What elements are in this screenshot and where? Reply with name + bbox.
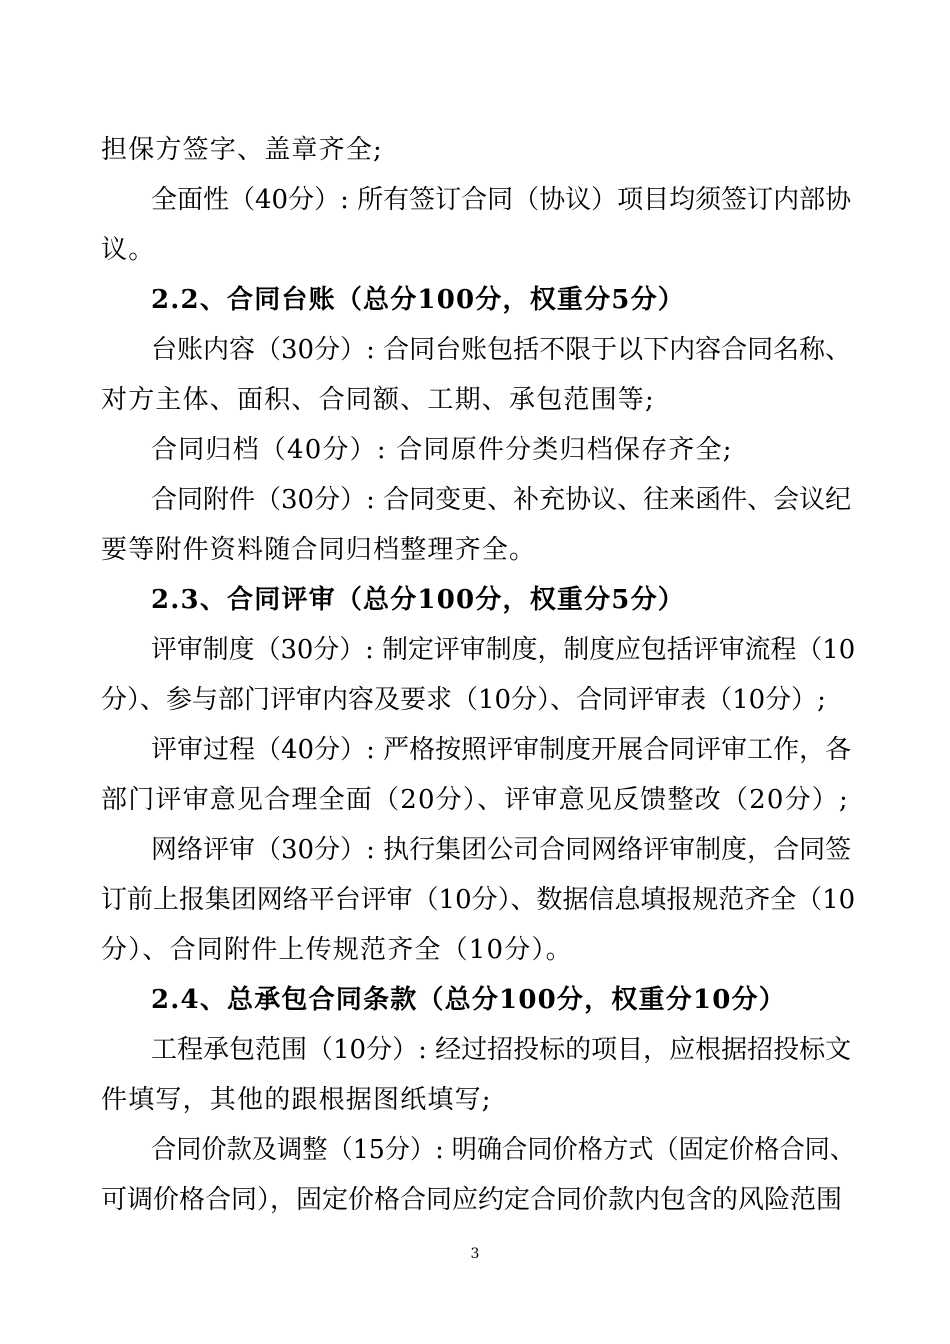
page-number: 3 xyxy=(470,1246,480,1262)
text-line-7: 合同归档（40分）: 合同原件分类归档保存齐全; xyxy=(151,435,733,465)
text-line-3: 议。 xyxy=(101,235,156,265)
section-heading-2-2: 2.2、合同台账（总分100分，权重分5分） xyxy=(151,285,685,315)
text-line-1: 担保方签字、盖章齐全; xyxy=(101,135,383,165)
text-line-12: 分）、参与部门评审内容及要求（10分）、合同评审表（10分）; xyxy=(101,685,826,715)
text-line-21: 合同价款及调整（15分）: 明确合同价格方式（固定价格合同、 xyxy=(151,1135,856,1165)
text-line-9: 要等附件资料随合同归档整理齐全。 xyxy=(101,535,537,565)
text-line-11: 评审制度（30分）: 制定评审制度，制度应包括评审流程（10 xyxy=(151,635,856,665)
text-line-13: 评审过程（40分）: 严格按照评审制度开展合同评审工作，各 xyxy=(151,735,852,765)
text-line-20: 件填写，其他的跟根据图纸填写; xyxy=(101,1085,492,1115)
text-line-17: 分）、合同附件上传规范齐全（10分）。 xyxy=(101,935,573,965)
text-line-6: 对方主体、面积、合同额、工期、承包范围等; xyxy=(101,385,655,415)
section-heading-2-4: 2.4、总承包合同条款（总分100分，权重分10分） xyxy=(151,985,786,1015)
text-line-22: 可调价格合同），固定价格合同应约定合同价款内包含的风险范围 xyxy=(101,1185,843,1215)
text-line-16: 订前上报集团网络平台评审（10分）、数据信息填报规范齐全（10 xyxy=(101,885,856,915)
text-line-5: 台账内容（30分）: 合同台账包括不限于以下内容合同名称、 xyxy=(151,335,852,365)
text-line-8: 合同附件（30分）: 合同变更、补充协议、往来函件、会议纪 xyxy=(151,485,852,515)
text-line-19: 工程承包范围（10分）: 经过招投标的项目，应根据招投标文 xyxy=(151,1035,852,1065)
section-heading-2-3: 2.3、合同评审（总分100分，权重分5分） xyxy=(151,585,685,615)
text-line-14: 部门评审意见合理全面（20分）、评审意见反馈整改（20分）; xyxy=(101,785,849,815)
text-line-2: 全面性（40分）: 所有签订合同（协议）项目均须签订内部协 xyxy=(151,185,852,215)
text-line-15: 网络评审（30分）: 执行集团公司合同网络评审制度，合同签 xyxy=(151,835,852,865)
